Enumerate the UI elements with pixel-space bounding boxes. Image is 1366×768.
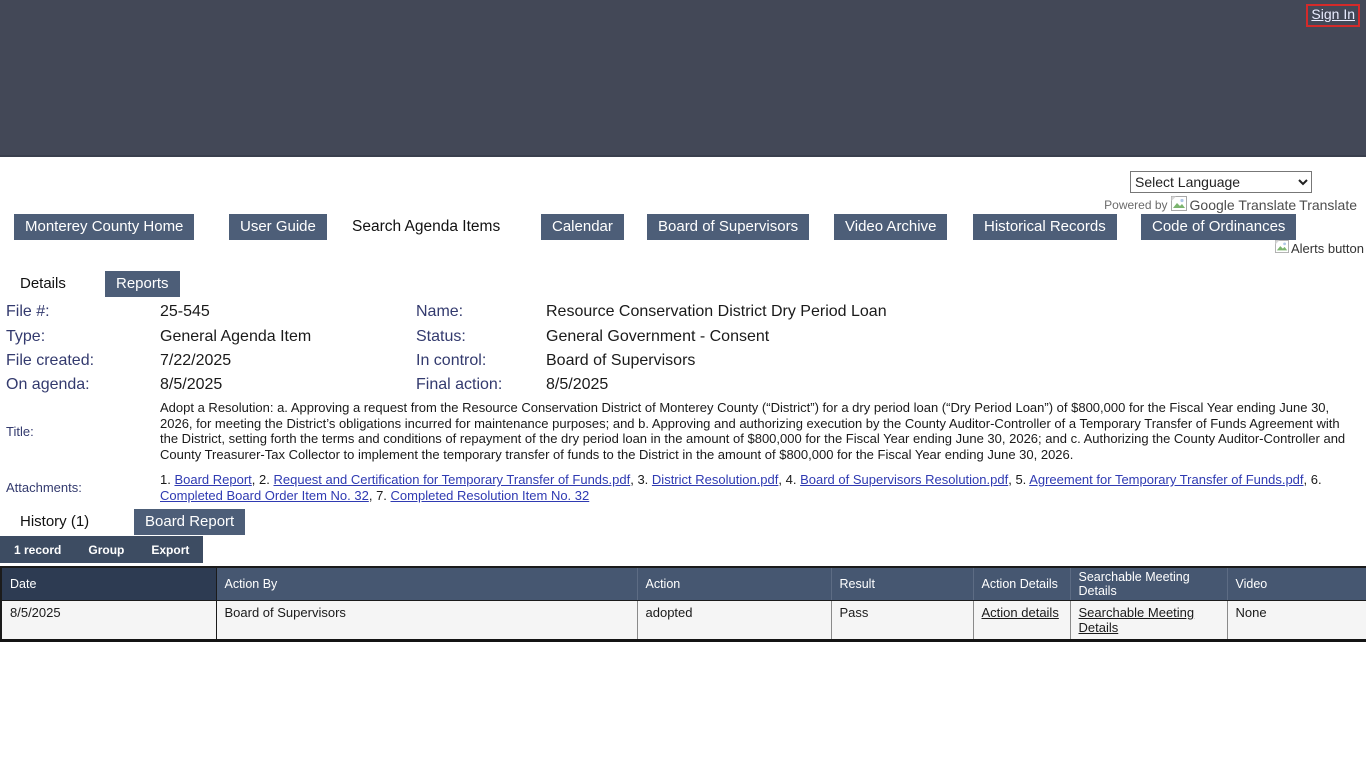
attachment-link[interactable]: Board of Supervisors Resolution.pdf [800, 472, 1009, 487]
table-cell [973, 601, 1070, 641]
broken-image-icon [1275, 240, 1289, 256]
column-header-action-details[interactable]: Action Details [973, 567, 1070, 601]
column-header-action[interactable]: Action [637, 567, 831, 601]
attachments-links: 1. Board Report, 2. Request and Certification for Temporary Transfer of Funds.pdf, 3. District Resolution.pdf, 4. Board of Supervisors Resolution.pdf, 5. Agreement for Temporary Transfer of Funds.pdf, 6. Completed Board Order Item No. 32, 7. Completed Resolution Item No. 32 [160, 472, 1322, 503]
column-header-video[interactable]: Video [1227, 567, 1366, 601]
google-translate-attribution [1104, 196, 1357, 214]
nav-item-board-of-supervisors[interactable]: Board of Supervisors [647, 214, 809, 240]
field-label-file-number: File #: [6, 303, 50, 320]
google-translate-alt-text: Google Translate [1189, 197, 1297, 213]
field-label-in-control: In control: [416, 352, 487, 369]
tab-board-report[interactable]: Board Report [134, 509, 245, 535]
attachment-link[interactable]: Completed Resolution Item No. 32 [390, 488, 590, 503]
attachment-link[interactable]: District Resolution.pdf [651, 472, 779, 487]
broken-image-icon [1171, 196, 1187, 214]
alerts-button[interactable] [1275, 240, 1364, 256]
history-table [0, 566, 1366, 642]
nav-item-user-guide[interactable]: User Guide [229, 214, 327, 240]
field-value-on-agenda: 8/5/2025 [160, 376, 223, 393]
field-label-name: Name: [416, 303, 464, 320]
field-label-file-created: File created: [6, 352, 95, 369]
searchable-meeting-details-link[interactable]: Searchable Meeting Details [1078, 605, 1195, 635]
table-cell: Pass [831, 601, 973, 641]
table-cell: adopted [637, 601, 831, 641]
field-value-in-control: Board of Supervisors [546, 352, 696, 369]
tab-reports[interactable]: Reports [105, 271, 180, 297]
translate-suffix-label: Translate [1299, 197, 1357, 213]
group-button[interactable]: Group [88, 542, 125, 557]
field-value-type: General Agenda Item [160, 328, 312, 345]
field-label-on-agenda: On agenda: [6, 376, 90, 393]
field-label-title: Title: [6, 424, 34, 439]
field-value-file-created: 7/22/2025 [160, 352, 232, 369]
nav-item-search-agenda-items[interactable]: Search Agenda Items [352, 218, 501, 235]
field-label-attachments: Attachments: [6, 480, 82, 495]
main-nav [0, 214, 1366, 242]
sign-in-link[interactable]: Sign In [1311, 6, 1355, 22]
nav-item-historical-records[interactable]: Historical Records [973, 214, 1117, 240]
attachment-link[interactable]: Completed Board Order Item No. 32 [160, 488, 369, 503]
language-select[interactable] [1130, 171, 1312, 193]
alerts-button-label: Alerts button [1291, 240, 1364, 256]
table-cell: None [1227, 601, 1366, 641]
table-row [1, 601, 1366, 641]
tab-details[interactable]: Details [20, 275, 66, 292]
nav-item-monterey-county-home[interactable]: Monterey County Home [14, 214, 194, 240]
field-value-final-action: 8/5/2025 [546, 376, 609, 393]
record-count-button[interactable]: 1 record [14, 542, 62, 557]
table-cell [1070, 601, 1227, 641]
field-value-title: Adopt a Resolution: a. Approving a request from the Resource Conservation District of Monterey County (“District”) for a dry period loan (“Dry Period Loan”) of $800,000 for the Fiscal Year ending June 30, 2026, for meeting the District’s obligations incurred for maintenance purposes; and b. Approving and authorizing execution by the County Auditor-Controller of a Temporary Transfer of Funds Agreement with the District, setting forth the terms and conditions of repayment of the dry period loan in the amount of $800,000 for the Fiscal Year ending June 30, 2026; and c. Authorizing the County Auditor-Controller and County Treasurer-Tax Collector to implement the temporary transfer of funds to the District in the amount of $800,000 for the Fiscal Year ending June 30, 2026. [160, 400, 1346, 463]
field-label-type: Type: [6, 328, 46, 345]
action-details-link[interactable]: Action details [981, 605, 1059, 620]
export-button[interactable]: Export [151, 542, 190, 557]
history-table-body [1, 601, 1366, 641]
attachment-link[interactable]: Request and Certification for Temporary Transfer of Funds.pdf [273, 472, 631, 487]
tab-history[interactable]: History (1) [20, 513, 90, 530]
table-cell: Board of Supervisors [216, 601, 637, 641]
sign-in-highlight-box [1306, 4, 1360, 27]
nav-item-video-archive[interactable]: Video Archive [834, 214, 947, 240]
column-header-searchable-meeting-details[interactable]: Searchable Meeting Details [1070, 567, 1227, 601]
column-header-date[interactable]: Date [1, 567, 216, 601]
field-label-status: Status: [416, 328, 466, 345]
history-table-header-row [1, 567, 1366, 601]
nav-item-code-of-ordinances[interactable]: Code of Ordinances [1141, 214, 1296, 240]
attachment-link[interactable]: Board Report [174, 472, 252, 487]
powered-by-label: Powered by [1104, 198, 1168, 212]
history-toolbar [0, 536, 203, 563]
field-value-name: Resource Conservation District Dry Period Loan [546, 303, 887, 320]
table-cell: 8/5/2025 [1, 601, 216, 641]
column-header-action-by[interactable]: Action By [216, 567, 637, 601]
attachment-link[interactable]: Agreement for Temporary Transfer of Funds.pdf [1029, 472, 1304, 487]
field-value-file-number: 25-545 [160, 303, 210, 320]
column-header-result[interactable]: Result [831, 567, 973, 601]
top-header-band [0, 0, 1366, 157]
field-label-final-action: Final action: [416, 376, 503, 393]
nav-item-calendar[interactable]: Calendar [541, 214, 624, 240]
field-value-status: General Government - Consent [546, 328, 770, 345]
